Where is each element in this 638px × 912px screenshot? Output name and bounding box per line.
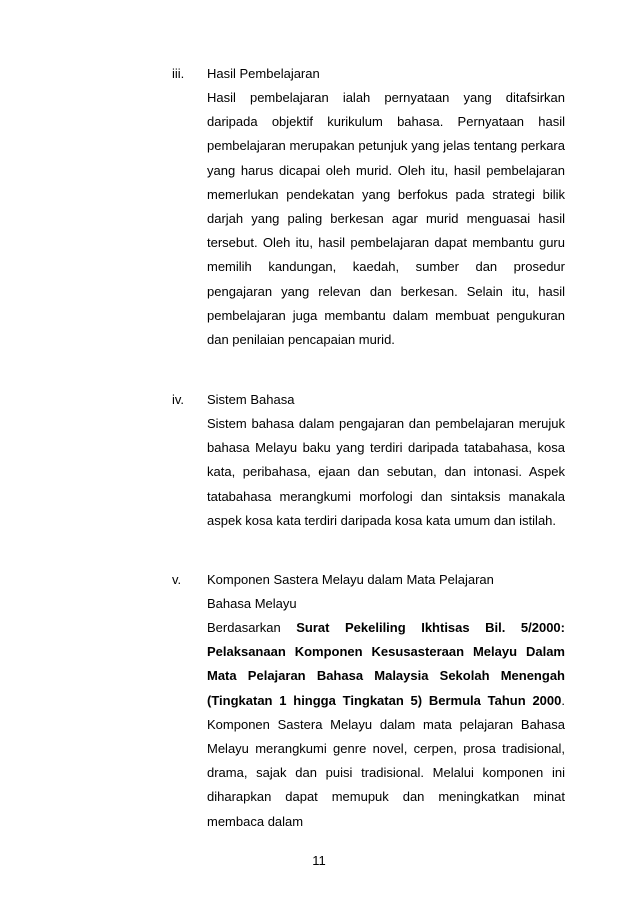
- body-intro: Berdasarkan: [207, 620, 297, 635]
- section-body: Sistem bahasa dalam pengajaran dan pembelajaran merujuk bahasa Melayu baku yang terdiri daripada tatabahasa, kosa kata, peribahasa, ejaan dan sebutan, dan intonasi. Aspek tatabahasa merangkumi morfologi dan sintaksis manakala aspek kosa kata terdiri daripada kosa kata umum dan istilah.: [207, 416, 565, 528]
- body-rest: . Komponen Sastera Melayu dalam mata pelajaran Bahasa Melayu merangkumi genre novel, cerpen, prosa tradisional, drama, sajak dan puisi tradisional. Melalui komponen ini diharapkan dapat memupuk dan meningkatkan minat membaca dalam: [207, 692, 565, 829]
- section-heading-line2: Bahasa Melayu: [207, 596, 297, 611]
- page-number: 11: [312, 853, 326, 868]
- section-heading: [207, 568, 565, 592]
- section-body: [207, 616, 565, 834]
- section-heading: Hasil Pembelajaran: [207, 66, 320, 81]
- section-heading: Sistem Bahasa: [207, 392, 295, 407]
- section-heading-line1: Komponen Sastera Melayu dalam Mata Pelajaran: [207, 572, 494, 587]
- circular-reference: Surat Pekeliling Ikhtisas Bil. 5/2000: Pelaksanaan Komponen Kesusasteraan Melayu Dalam Mata Pelajaran Bahasa Malaysia Sekolah Menengah (Tingkatan 1 hingga Tingkatan 5) Bermula Tahun 2000: [207, 620, 565, 708]
- section-body: Hasil pembelajaran ialah pernyataan yang ditafsirkan daripada objektif kurikulum bahasa. Pernyataan hasil pembelajaran merupakan petunjuk yang jelas tentang perkara yang harus dicapai oleh murid. Oleh itu, hasil pembelajaran memerlukan pendekatan yang berfokus pada strategi bilik darjah yang paling berkesan agar murid menguasai hasil tersebut. Oleh itu, hasil pembelajaran dapat membantu guru memilih kandungan, kaedah, sumber dan prosedur pengajaran yang relevan dan berkesan. Selain itu, hasil pembelajaran juga membantu dalam membuat pengukuran dan penilaian pencapaian murid.: [207, 90, 565, 348]
- section-numeral: iv.: [172, 392, 185, 407]
- section-numeral: v.: [172, 572, 182, 587]
- section-numeral: iii.: [172, 66, 185, 81]
